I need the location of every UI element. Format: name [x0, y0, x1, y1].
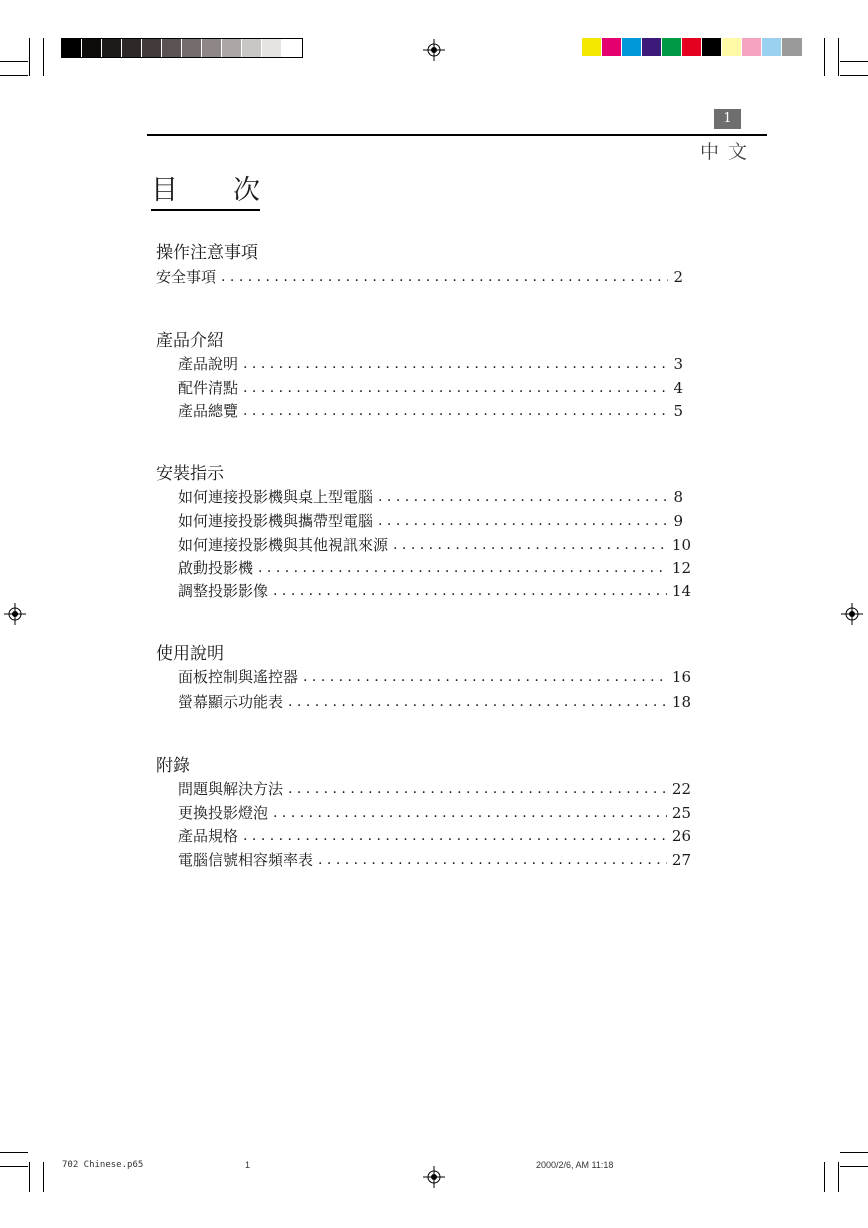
- color-swatch: [222, 39, 242, 57]
- toc-entry-label: 安全事項: [156, 268, 217, 286]
- toc-entry-label: 產品總覽: [178, 402, 239, 420]
- toc-entry-label: 調整投影影像: [178, 582, 269, 600]
- crop-mark: [824, 1162, 825, 1192]
- toc-title-left: 目: [151, 175, 178, 206]
- registration-mark-icon: [4, 603, 26, 625]
- toc-entry[interactable]: [178, 579, 691, 601]
- crop-mark: [43, 1162, 44, 1192]
- header-rule: [147, 134, 767, 136]
- color-swatch: [762, 38, 782, 56]
- registration-mark-icon: [423, 1166, 445, 1188]
- crop-mark: [840, 75, 868, 76]
- color-swatch: [82, 39, 102, 57]
- toc-entry-page: 25: [671, 804, 691, 822]
- dot-leader: [258, 558, 667, 578]
- toc-entry-page: 14: [671, 582, 691, 600]
- color-swatch: [782, 38, 802, 56]
- crop-mark: [840, 1166, 868, 1167]
- toc-entry-label: 電腦信號相容頻率表: [178, 851, 314, 869]
- color-swatch: [602, 38, 622, 56]
- color-swatch: [662, 38, 682, 56]
- toc-entry-page: 22: [671, 780, 691, 798]
- color-swatch: [722, 38, 742, 56]
- toc-entry-page: 27: [671, 851, 691, 869]
- dot-leader: [378, 487, 668, 507]
- section-heading-intro: 產品介紹: [156, 331, 224, 351]
- toc-entry-label: 配件清點: [178, 379, 239, 397]
- registration-mark-icon: [423, 39, 445, 61]
- crop-mark: [0, 1166, 28, 1167]
- toc-entry[interactable]: [156, 265, 683, 287]
- color-swatch: [62, 39, 82, 57]
- toc-entry-page: 18: [671, 693, 691, 711]
- color-swatch: [262, 39, 282, 57]
- color-swatch: [582, 38, 602, 56]
- dot-leader: [243, 401, 668, 421]
- toc-entry-label: 如何連接投影機與攜帶型電腦: [178, 512, 374, 530]
- slug-timestamp: 2000/2/6, AM 11:18: [536, 1160, 614, 1170]
- toc-entry-label: 更換投影燈泡: [178, 804, 269, 822]
- color-swatch: [622, 38, 642, 56]
- crop-mark: [840, 61, 868, 62]
- toc-entry-page: 5: [673, 402, 683, 420]
- toc-entry[interactable]: [178, 485, 683, 507]
- dot-leader: [273, 581, 667, 601]
- toc-entry-label: 如何連接投影機與其他視訊來源: [178, 536, 389, 554]
- color-swatch: [682, 38, 702, 56]
- dot-leader: [288, 692, 667, 712]
- toc-entry-page: 16: [671, 668, 691, 686]
- toc-entry-label: 產品規格: [178, 827, 239, 845]
- toc-entry-page: 10: [671, 536, 691, 554]
- toc-entry[interactable]: [178, 376, 683, 398]
- toc-entry-label: 啟動投影機: [178, 559, 254, 577]
- dot-leader: [243, 354, 668, 374]
- toc-entry-page: 8: [673, 488, 683, 506]
- crop-mark: [29, 38, 30, 76]
- crop-mark: [838, 38, 839, 76]
- toc-entry[interactable]: [178, 801, 691, 823]
- toc-entry[interactable]: [178, 690, 691, 712]
- toc-entry-page: 9: [673, 512, 683, 530]
- crop-mark: [29, 1162, 30, 1192]
- crop-mark: [0, 75, 28, 76]
- toc-entry-label: 產品說明: [178, 355, 239, 373]
- grayscale-color-bar: [61, 38, 303, 58]
- toc-entry-label: 如何連接投影機與桌上型電腦: [178, 488, 374, 506]
- color-swatch: [182, 39, 202, 57]
- section-heading-safety: 操作注意事項: [156, 243, 258, 263]
- toc-entry[interactable]: [178, 556, 691, 578]
- toc-entry-page: 2: [673, 268, 683, 286]
- dot-leader: [288, 779, 667, 799]
- dot-leader: [243, 826, 667, 846]
- process-color-bar: [582, 38, 802, 56]
- toc-entry[interactable]: [178, 824, 691, 846]
- toc-entry-page: 12: [671, 559, 691, 577]
- color-swatch: [162, 39, 182, 57]
- dot-leader: [378, 511, 668, 531]
- slug-page: 1: [245, 1160, 251, 1170]
- crop-mark: [824, 38, 825, 76]
- dot-leader: [243, 378, 668, 398]
- toc-entry-label: 問題與解決方法: [178, 780, 284, 798]
- color-swatch: [242, 39, 262, 57]
- toc-entry[interactable]: [178, 533, 691, 555]
- language-label: 中文: [700, 141, 757, 163]
- dot-leader: [318, 850, 667, 870]
- toc-entry-page: 4: [673, 379, 683, 397]
- dot-leader: [303, 667, 667, 687]
- toc-entry-page: 3: [673, 355, 683, 373]
- crop-mark: [43, 38, 44, 76]
- slug-filename: 702 Chinese.p65: [62, 1160, 144, 1170]
- toc-entry[interactable]: [178, 848, 691, 870]
- toc-entry-label: 面板控制與遙控器: [178, 668, 299, 686]
- section-heading-appendix: 附錄: [156, 756, 190, 776]
- toc-entry-page: 26: [671, 827, 691, 845]
- toc-entry[interactable]: [178, 352, 683, 374]
- color-swatch: [742, 38, 762, 56]
- color-swatch: [282, 39, 302, 57]
- toc-entry-label: 螢幕顯示功能表: [178, 693, 284, 711]
- page-number-badge: 1: [714, 109, 741, 129]
- toc-entry[interactable]: [178, 509, 683, 531]
- color-swatch: [122, 39, 142, 57]
- section-heading-usage: 使用說明: [156, 644, 224, 664]
- color-swatch: [142, 39, 162, 57]
- color-swatch: [202, 39, 222, 57]
- crop-mark: [840, 1152, 868, 1153]
- registration-mark-icon: [841, 603, 863, 625]
- toc-entry[interactable]: [178, 665, 691, 687]
- toc-entry[interactable]: [178, 399, 683, 421]
- toc-title-right: 次: [233, 175, 260, 206]
- color-swatch: [702, 38, 722, 56]
- section-heading-install: 安裝指示: [156, 464, 224, 484]
- toc-entry[interactable]: [178, 777, 691, 799]
- dot-leader: [221, 267, 668, 287]
- crop-mark: [0, 1152, 28, 1153]
- color-swatch: [102, 39, 122, 57]
- crop-mark: [0, 61, 28, 62]
- crop-mark: [838, 1162, 839, 1192]
- dot-leader: [393, 535, 667, 555]
- color-swatch: [642, 38, 662, 56]
- dot-leader: [273, 803, 667, 823]
- toc-title: [151, 168, 260, 211]
